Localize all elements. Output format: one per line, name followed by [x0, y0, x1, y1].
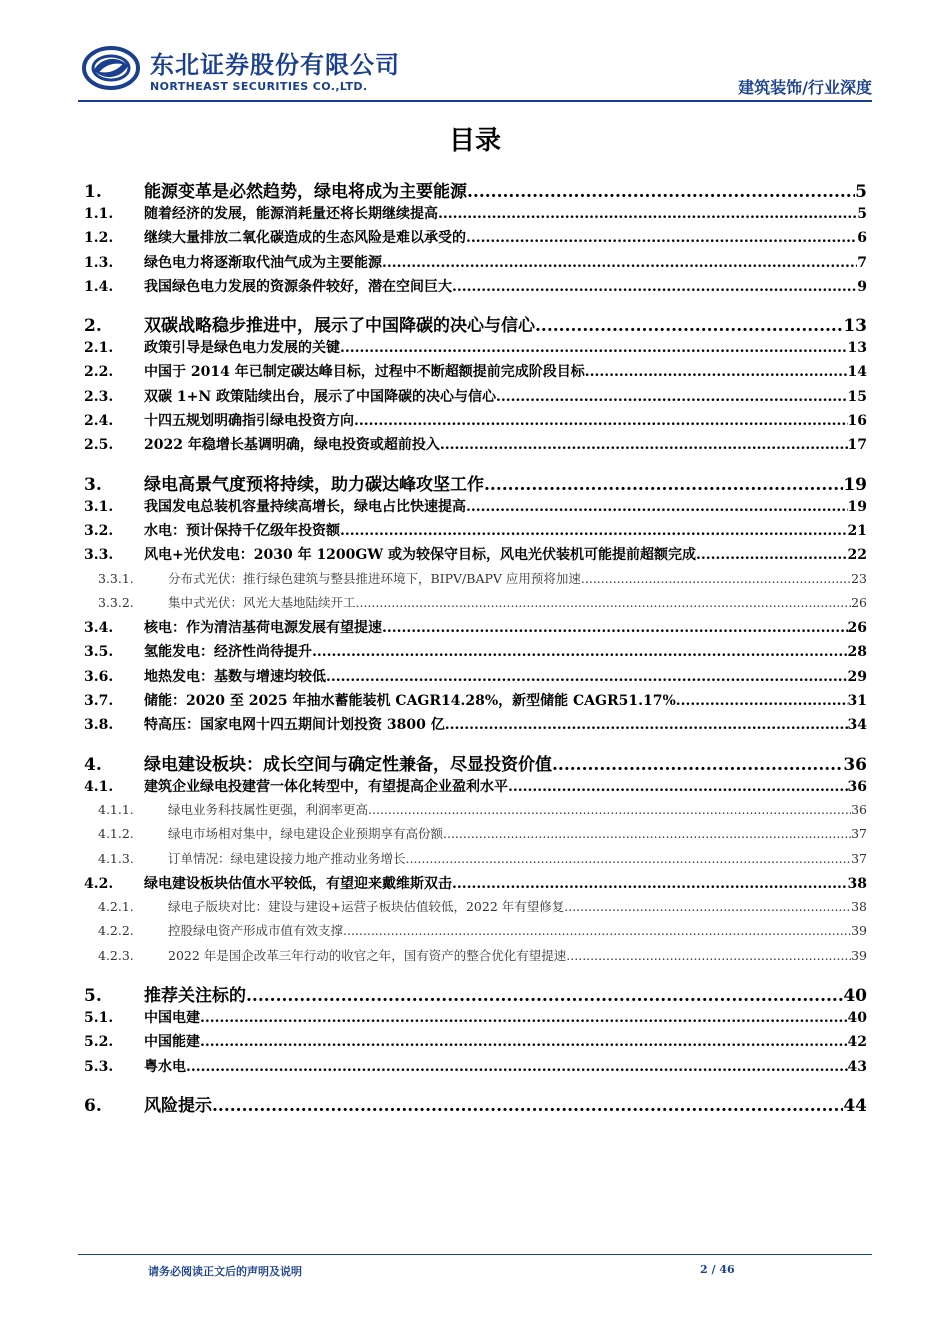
toc-entry-page: 29: [847, 668, 867, 685]
toc-entry-page: 40: [843, 986, 867, 1007]
toc-entry-level-2[interactable]: [84, 641, 867, 665]
table-of-contents: [84, 174, 867, 1117]
toc-entry-number: 3.3.1.: [98, 570, 134, 586]
toc-entry-page: 31: [847, 693, 867, 710]
toc-entry-page: 13: [843, 316, 867, 337]
section-gap: [84, 970, 867, 978]
dot-leader: [343, 923, 851, 938]
dot-leader: [508, 779, 848, 795]
toc-entry-title: 中国能建: [144, 1034, 200, 1051]
toc-entry-number: 2.2.: [84, 364, 114, 381]
toc-entry-level-2[interactable]: [84, 361, 867, 385]
dot-leader: [466, 499, 848, 515]
toc-entry-level-2[interactable]: [84, 410, 867, 434]
company-name-en: NORTHEAST SECURITIES CO.,LTD.: [150, 80, 368, 93]
toc-entry-page: 38: [847, 875, 867, 892]
toc-entry-number: 5.1.: [84, 1010, 114, 1027]
toc-entry-level-3[interactable]: [84, 946, 867, 970]
toc-entry-number: 4.: [84, 754, 102, 775]
toc-entry-page: 9: [857, 278, 867, 295]
toc-entry-title: 储能：2020 至 2025 年抽水蓄能装机 CAGR14.28%，新型储能 CAGR51.17%: [144, 693, 676, 710]
toc-entry-page: 16: [847, 413, 867, 430]
toc-entry-number: 1.1.: [84, 206, 114, 222]
toc-entry-title: 核电：作为清洁基荷电源发展有望提速: [144, 620, 382, 637]
toc-entry-number: 5.3.: [84, 1058, 114, 1075]
toc-entry-level-2[interactable]: [84, 1056, 867, 1080]
toc-entry-page: 44: [843, 1095, 867, 1116]
toc-entry-page: 34: [847, 717, 867, 734]
toc-entry-number: 5.2.: [84, 1034, 114, 1051]
toc-entry-level-2[interactable]: [84, 520, 867, 544]
toc-entry-level-3[interactable]: [84, 593, 867, 617]
toc-entry-title: 绿色电力将逐渐取代油气成为主要能源: [144, 254, 382, 271]
toc-entry-level-2[interactable]: [84, 434, 867, 458]
toc-entry-title: 中国于 2014 年已制定碳达峰目标，过程中不断超额提前完成阶段目标: [144, 364, 585, 381]
toc-entry-level-2[interactable]: [84, 496, 867, 520]
toc-entry-title: 水电：预计保持千亿级年投资额: [144, 522, 340, 539]
dot-leader: [356, 595, 852, 610]
section-gap: [84, 459, 867, 467]
toc-entry-number: 3.8.: [84, 717, 114, 734]
toc-entry-level-2[interactable]: [84, 227, 867, 251]
toc-entry-page: 40: [847, 1010, 867, 1027]
dot-leader: [552, 755, 843, 775]
toc-entry-page: 7: [857, 254, 867, 271]
toc-entry-page: 43: [847, 1058, 867, 1075]
dot-leader: [496, 389, 848, 405]
toc-entry-level-3[interactable]: [84, 800, 867, 824]
dot-leader: [452, 279, 857, 295]
toc-entry-number: 3.2.: [84, 522, 114, 539]
toc-entry-number: 1.: [84, 182, 102, 202]
toc-entry-level-1[interactable]: [84, 177, 867, 203]
toc-entry-level-2[interactable]: [84, 337, 867, 361]
dot-leader: [676, 693, 848, 709]
toc-entry-title: 风电+光伏发电：2030 年 1200GW 或为较保守目标，风电光伏装机可能提前超额完成: [144, 547, 696, 564]
dot-leader: [340, 340, 848, 356]
dot-leader: [566, 948, 851, 963]
page-title: 目录: [448, 126, 501, 156]
toc-entry-number: 2.1.: [84, 340, 114, 357]
toc-entry-title: 控股绿电资产形成市值有效支撑: [168, 923, 344, 939]
toc-entry-title: 我国发电总装机容量持续高增长，绿电占比快速提高: [144, 498, 466, 515]
toc-entry-page: 17: [847, 437, 867, 454]
toc-entry-title: 2022 年是国企改革三年行动的收官之年，国有资产的整合优化有望提速: [168, 947, 567, 963]
toc-entry-level-2[interactable]: [84, 1031, 867, 1055]
toc-entry-number: 1.2.: [84, 230, 114, 247]
toc-entry-page: 36: [843, 754, 867, 775]
toc-entry-page: 19: [843, 474, 867, 495]
toc-entry-page: 42: [847, 1034, 867, 1051]
page-indicator: 2 / 46: [700, 1263, 735, 1276]
dot-leader: [406, 851, 852, 866]
section-gap: [84, 1080, 867, 1088]
toc-entry-page: 19: [847, 498, 867, 515]
toc-entry-page: 13: [847, 340, 867, 357]
toc-entry-number: 3.7.: [84, 693, 114, 710]
toc-entry-level-2[interactable]: [84, 873, 867, 897]
dot-leader: [466, 230, 857, 246]
toc-entry-number: 2.3.: [84, 388, 114, 405]
toc-entry-number: 4.1.3.: [98, 850, 134, 866]
toc-entry-title: 2022 年稳增长基调明确，绿电投资或超前投入: [144, 437, 440, 454]
toc-entry-title: 双碳 1+N 政策陆续出台，展示了中国降碳的决心与信心: [144, 388, 497, 405]
toc-entry-level-2[interactable]: [84, 252, 867, 276]
toc-entry-page: 36: [847, 778, 867, 795]
toc-entry-level-3[interactable]: [84, 897, 867, 921]
toc-entry-title: 建筑企业绿电投建营一体化转型中，有望提高企业盈利水平: [144, 778, 508, 795]
toc-entry-number: 5.: [84, 986, 102, 1007]
toc-entry-page: 5: [857, 206, 867, 222]
toc-entry-title: 绿电建设板块估值水平较低，有望迎来戴维斯双击: [144, 875, 452, 892]
toc-entry-level-1[interactable]: [84, 750, 867, 776]
dot-leader: [186, 1059, 848, 1075]
dot-leader: [326, 669, 848, 685]
dot-leader: [585, 364, 848, 380]
dot-leader: [246, 986, 843, 1006]
dot-leader: [696, 547, 848, 563]
toc-entry-number: 1.4.: [84, 278, 114, 295]
toc-entry-page: 23: [851, 570, 867, 586]
dot-leader: [445, 717, 848, 733]
toc-entry-title: 推荐关注标的: [144, 986, 246, 1007]
toc-entry-title: 绿电市场相对集中，绿电建设企业预期享有高份额: [168, 826, 444, 842]
toc-entry-title: 双碳战略稳步推进中，展示了中国降碳的决心与信心: [144, 316, 535, 337]
toc-entry-title: 特高压：国家电网十四五期间计划投资 3800 亿: [144, 717, 445, 734]
toc-entry-level-3[interactable]: [84, 824, 867, 848]
toc-entry-title: 绿电子版块对比：建设与建设+运营子板块估值较低，2022 年有望修复: [168, 899, 565, 915]
toc-entry-title: 绿电业务科技属性更强，利润率更高: [168, 801, 369, 817]
toc-entry-title: 我国绿色电力发展的资源条件较好，潜在空间巨大: [144, 278, 452, 295]
dot-leader: [312, 644, 848, 660]
section-gap: [84, 739, 867, 747]
dot-leader: [443, 826, 851, 841]
report-category: 建筑装饰/行业深度: [738, 78, 872, 97]
toc-entry-page: 15: [847, 388, 867, 405]
dot-leader: [354, 413, 848, 429]
toc-entry-number: 3.6.: [84, 668, 114, 685]
toc-entry-level-3[interactable]: [84, 849, 867, 873]
toc-entry-number: 3.4.: [84, 620, 114, 637]
toc-entry-title: 地热发电：基数与增速均较低: [144, 668, 326, 685]
toc-entry-number: 3.5.: [84, 644, 114, 661]
page-header: [0, 0, 950, 110]
dot-leader: [467, 182, 855, 202]
disclaimer-note: 请务必阅读正文后的声明及说明: [148, 1265, 302, 1278]
toc-entry-page: 28: [847, 644, 867, 661]
toc-entry-number: 4.1.: [84, 778, 114, 795]
toc-entry-number: 4.1.1.: [98, 801, 134, 817]
toc-entry-page: 6: [857, 230, 867, 247]
toc-entry-title: 粤水电: [144, 1058, 186, 1075]
toc-entry-number: 2.5.: [84, 437, 114, 454]
toc-entry-number: 4.1.2.: [98, 826, 134, 842]
toc-entry-page: 37: [851, 850, 867, 866]
dot-leader: [440, 437, 848, 453]
toc-entry-level-2[interactable]: [84, 203, 867, 227]
company-name-cn: 东北证券股份有限公司: [150, 51, 400, 79]
toc-entry-number: 3.1.: [84, 498, 114, 515]
dot-leader: [212, 1096, 843, 1116]
toc-entry-page: 36: [851, 801, 867, 817]
toc-entry-level-3[interactable]: [84, 569, 867, 593]
toc-entry-page: 26: [847, 620, 867, 637]
toc-entry-level-1[interactable]: [84, 311, 867, 337]
toc-entry-title: 绿电建设板块：成长空间与确定性兼备，尽显投资价值: [144, 754, 552, 775]
toc-entry-page: 39: [851, 923, 867, 939]
toc-entry-title: 分布式光伏：推行绿色建筑与整县推进环境下，BIPV/BAPV 应用预将加速: [168, 570, 581, 586]
footer-divider: [78, 1254, 872, 1255]
toc-entry-number: 3.: [84, 474, 102, 495]
toc-entry-level-1[interactable]: [84, 1091, 867, 1117]
toc-entry-number: 3.3.: [84, 547, 114, 564]
toc-entry-number: 6.: [84, 1095, 102, 1116]
toc-entry-number: 3.3.2.: [98, 594, 134, 610]
toc-entry-level-2[interactable]: [84, 714, 867, 738]
toc-entry-level-3[interactable]: [84, 921, 867, 945]
toc-entry-page: 39: [851, 947, 867, 963]
toc-entry-number: 4.2.2.: [98, 923, 134, 939]
toc-entry-page: 37: [851, 826, 867, 842]
toc-entry-level-1[interactable]: [84, 981, 867, 1007]
toc-entry-level-2[interactable]: [84, 617, 867, 641]
toc-entry-title: 十四五规划明确指引绿电投资方向: [144, 413, 354, 430]
toc-entry-title: 订单情况：绿电建设接力地产推动业务增长: [168, 850, 406, 866]
northeast-securities-logo-icon: [82, 46, 140, 90]
dot-leader: [484, 475, 843, 495]
toc-entry-page: 26: [851, 594, 867, 610]
header-divider: [78, 100, 872, 102]
toc-entry-title: 政策引导是绿色电力发展的关键: [144, 340, 340, 357]
toc-entry-page: 14: [847, 364, 867, 381]
dot-leader: [535, 316, 843, 336]
toc-entry-title: 风险提示: [144, 1095, 212, 1116]
toc-entry-level-1[interactable]: [84, 470, 867, 496]
toc-entry-number: 4.2.: [84, 875, 114, 892]
toc-entry-title: 能源变革是必然趋势，绿电将成为主要能源: [144, 182, 467, 202]
dot-leader: [438, 206, 857, 222]
toc-entry-title: 继续大量排放二氧化碳造成的生态风险是难以承受的: [144, 230, 466, 247]
dot-leader: [382, 620, 848, 636]
dot-leader: [200, 1010, 848, 1026]
toc-entry-level-2[interactable]: [84, 544, 867, 568]
toc-entry-number: 4.2.1.: [98, 899, 134, 915]
toc-entry-number: 4.2.3.: [98, 947, 134, 963]
toc-entry-title: 绿电高景气度预将持续，助力碳达峰攻坚工作: [144, 474, 484, 495]
toc-entry-level-2[interactable]: [84, 776, 867, 800]
toc-entry-page: 5: [855, 182, 867, 202]
section-gap: [84, 300, 867, 308]
toc-entry-page: 21: [847, 522, 867, 539]
dot-leader: [200, 1034, 848, 1050]
toc-entry-title: 集中式光伏：风光大基地陆续开工: [168, 594, 356, 610]
toc-entry-level-2[interactable]: [84, 666, 867, 690]
toc-entry-level-2[interactable]: [84, 386, 867, 410]
dot-leader: [452, 876, 848, 892]
toc-entry-number: 1.3.: [84, 254, 114, 271]
toc-entry-level-2[interactable]: [84, 690, 867, 714]
dot-leader: [340, 523, 848, 539]
toc-entry-page: 22: [847, 547, 867, 564]
toc-entry-number: 2.4.: [84, 413, 114, 430]
toc-entry-level-2[interactable]: [84, 1007, 867, 1031]
toc-entry-title: 中国电建: [144, 1010, 200, 1027]
toc-entry-page: 38: [851, 899, 867, 915]
dot-leader: [564, 899, 851, 914]
dot-leader: [368, 802, 851, 817]
toc-entry-title: 随着经济的发展，能源消耗量还将长期继续提高: [144, 206, 438, 222]
dot-leader: [581, 571, 851, 586]
toc-entry-title: 氢能发电：经济性尚待提升: [144, 644, 312, 661]
toc-entry-level-2[interactable]: [84, 276, 867, 300]
toc-entry-number: 2.: [84, 316, 102, 337]
dot-leader: [382, 255, 857, 271]
